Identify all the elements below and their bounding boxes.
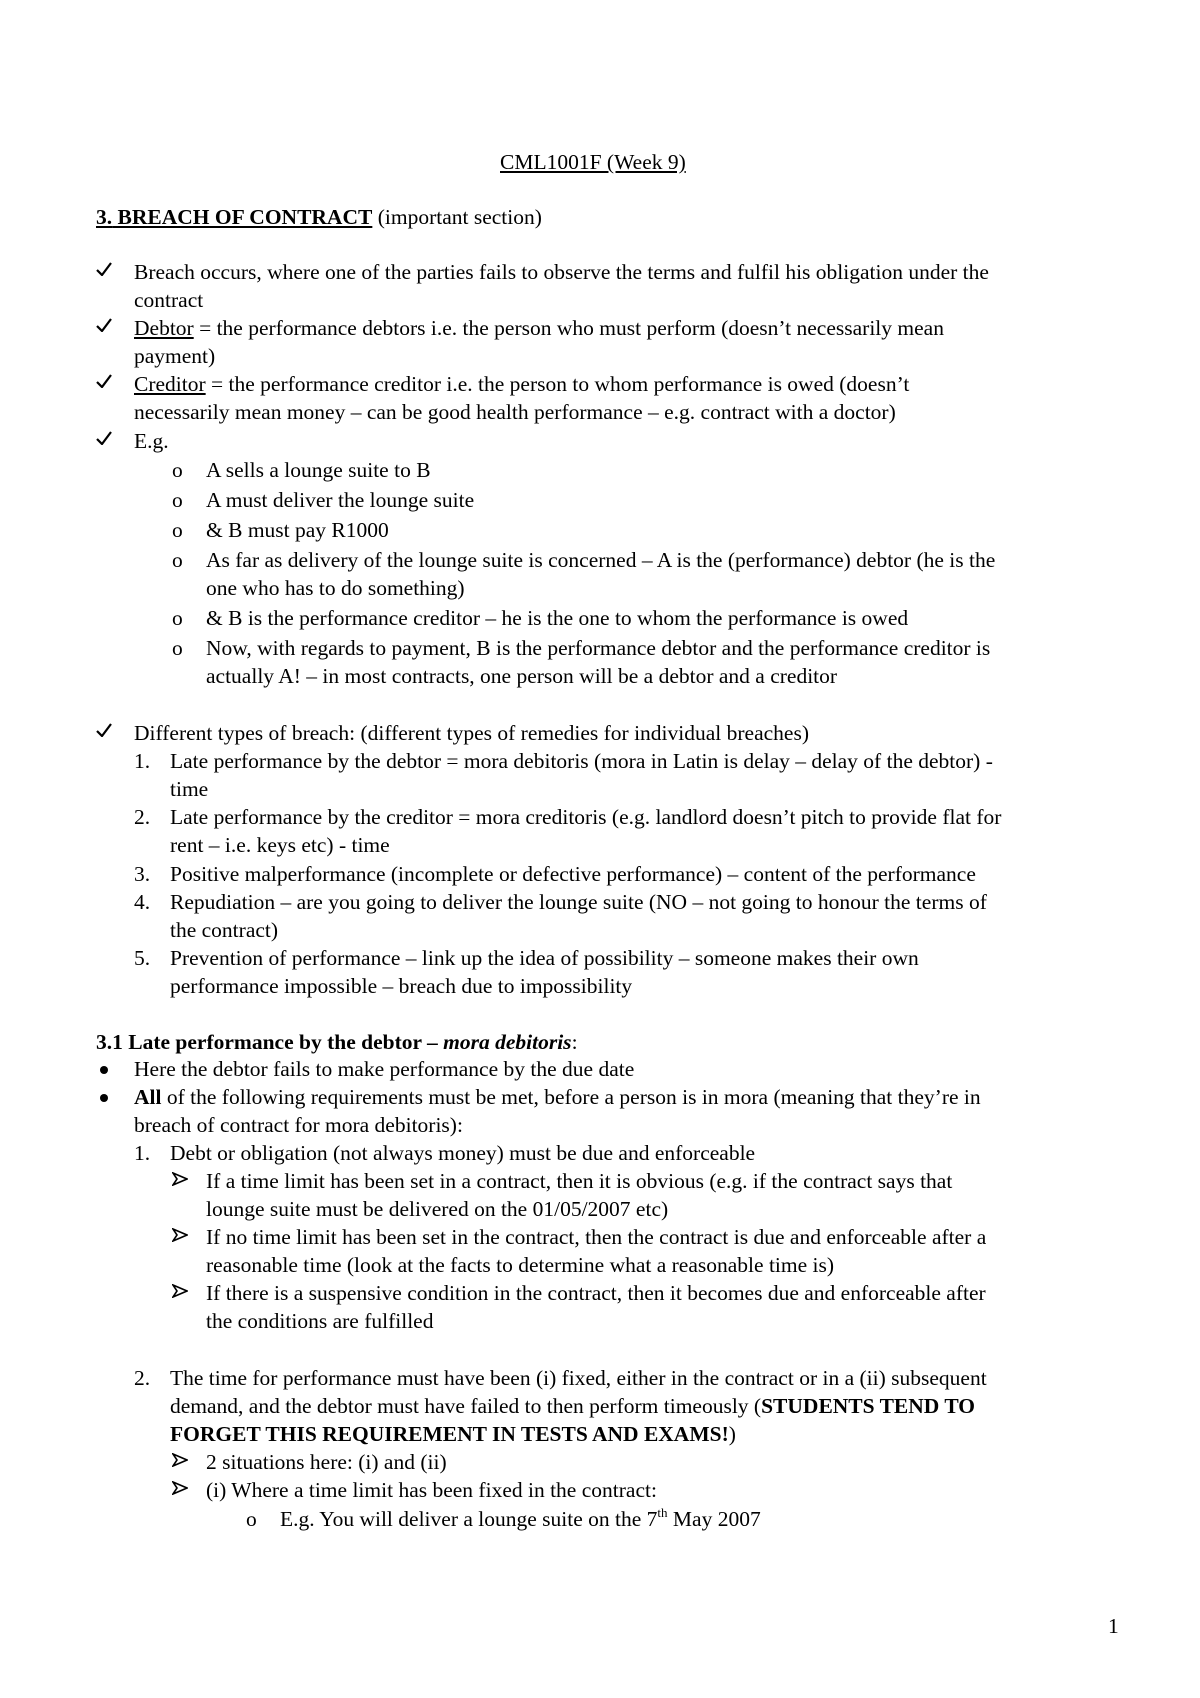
requirement-subitem: If a time limit has been set in a contract, then it is obvious (e.g. if the contract says that bbox=[206, 1169, 953, 1193]
page-number: 1 bbox=[1108, 1614, 1119, 1638]
section-heading bbox=[96, 203, 542, 232]
bullet-item bbox=[134, 1083, 981, 1112]
example-item: & B must pay R1000 bbox=[206, 518, 389, 542]
list-number: 1. bbox=[134, 749, 151, 773]
sub-bullet-marker: o bbox=[172, 636, 183, 660]
requirement-text: demand, and the debtor must have failed to then perform timeously ( bbox=[170, 1394, 762, 1418]
example-item-cont: one who has to do something) bbox=[206, 576, 465, 600]
check-item-text-cont: payment) bbox=[134, 344, 216, 368]
requirement-warning: STUDENTS TEND TO bbox=[761, 1394, 975, 1418]
requirement-subitem: If no time limit has been set in the contract, then the contract is due and enforceable after a bbox=[206, 1225, 987, 1249]
breach-type: Prevention of performance – link up the idea of possibility – someone makes their own bbox=[170, 946, 919, 970]
requirement-item-cont bbox=[170, 1420, 736, 1449]
requirement-warning-cont: FORGET THIS REQUIREMENT IN TESTS AND EXAMS! bbox=[170, 1422, 729, 1446]
sub-bullet-marker: o bbox=[172, 488, 183, 512]
example-text: E.g. You will deliver a lounge suite on the 7 bbox=[280, 1507, 658, 1531]
arrow-bullet-icon bbox=[172, 1172, 188, 1186]
requirement-item-cont bbox=[170, 1392, 975, 1421]
check-item-text: Breach occurs, where one of the parties fails to observe the terms and fulfil his obligation under the bbox=[134, 260, 989, 284]
arrow-bullet-icon bbox=[172, 1228, 188, 1242]
requirement-subitem-cont: the conditions are fulfilled bbox=[206, 1309, 434, 1333]
breach-type-cont: performance impossible – breach due to impossibility bbox=[170, 974, 633, 998]
breach-type-cont: time bbox=[170, 777, 209, 801]
term-creditor: Creditor bbox=[134, 372, 206, 396]
requirement-item: Debt or obligation (not always money) must be due and enforceable bbox=[170, 1141, 756, 1165]
example-subitem bbox=[280, 1505, 761, 1534]
breach-type: Late performance by the creditor = mora creditoris (e.g. landlord doesn’t pitch to provide flat for bbox=[170, 805, 1002, 829]
requirement-text-end: ) bbox=[728, 1422, 736, 1446]
arrow-bullet-icon bbox=[172, 1453, 188, 1467]
bullet-text: of the following requirements must be met, before a person is in mora (meaning that they’re in bbox=[161, 1085, 981, 1109]
debtor-definition: = the performance debtors i.e. the person who must perform (doesn’t necessarily mean bbox=[193, 316, 944, 340]
bullet-icon bbox=[100, 1066, 108, 1074]
section-title-text: BREACH OF CONTRACT bbox=[117, 205, 373, 229]
list-number: 1. bbox=[134, 1141, 151, 1165]
list-number: 5. bbox=[134, 946, 151, 970]
section-number: 3. bbox=[96, 205, 113, 229]
check-icon bbox=[96, 374, 112, 388]
breach-type-cont: the contract) bbox=[170, 918, 279, 942]
check-icon bbox=[96, 431, 112, 445]
example-item: As far as delivery of the lounge suite is concerned – A is the (performance) debtor (he is the bbox=[206, 548, 996, 572]
ordinal-suffix: th bbox=[657, 1504, 668, 1520]
example-item: A sells a lounge suite to B bbox=[206, 458, 431, 482]
sub-bullet-marker: o bbox=[172, 548, 183, 572]
list-number: 3. bbox=[134, 862, 151, 886]
requirement-subitem: (i) Where a time limit has been fixed in the contract: bbox=[206, 1478, 657, 1502]
requirement-subitem: 2 situations here: (i) and (ii) bbox=[206, 1450, 447, 1474]
page-title: CML1001F (Week 9) bbox=[500, 150, 686, 174]
sub-bullet-marker: o bbox=[172, 518, 183, 542]
bullet-icon bbox=[100, 1094, 108, 1102]
breach-type: Positive malperformance (incomplete or defective performance) – content of the performance bbox=[170, 862, 976, 886]
creditor-definition: = the performance creditor i.e. the person to whom performance is owed (doesn’t bbox=[205, 372, 910, 396]
breach-type-cont: rent – i.e. keys etc) - time bbox=[170, 833, 390, 857]
bullet-item-cont: breach of contract for mora debitoris): bbox=[134, 1113, 463, 1137]
example-item: Now, with regards to payment, B is the performance debtor and the performance creditor is bbox=[206, 636, 991, 660]
breach-type: Repudiation – are you going to deliver the lounge suite (NO – not going to honour the terms of bbox=[170, 890, 987, 914]
check-item-text: E.g. bbox=[134, 429, 169, 453]
subsection-heading-text: 3.1 Late performance by the debtor – bbox=[96, 1030, 444, 1054]
arrow-bullet-icon bbox=[172, 1481, 188, 1495]
subsection-heading bbox=[96, 1028, 578, 1057]
term-debtor: Debtor bbox=[134, 316, 194, 340]
check-icon bbox=[96, 262, 112, 276]
check-icon bbox=[96, 318, 112, 332]
sub-bullet-marker: o bbox=[246, 1507, 257, 1531]
sub-bullet-marker: o bbox=[172, 458, 183, 482]
types-intro: Different types of breach: (different types of remedies for individual breaches) bbox=[134, 721, 809, 745]
requirement-subitem: If there is a suspensive condition in the contract, then it becomes due and enforceable after bbox=[206, 1281, 986, 1305]
check-item-text-cont: contract bbox=[134, 288, 204, 312]
check-item-debtor bbox=[134, 314, 944, 343]
check-item-text-cont: necessarily mean money – can be good health performance – e.g. contract with a doctor) bbox=[134, 400, 896, 424]
subsection-heading-term: mora debitoris bbox=[443, 1030, 572, 1054]
requirement-subitem-cont: reasonable time (look at the facts to determine what a reasonable time is) bbox=[206, 1253, 835, 1277]
bullet-emphasis: All bbox=[134, 1085, 162, 1109]
check-item-creditor bbox=[134, 370, 909, 399]
requirement-subitem-cont: lounge suite must be delivered on the 01/05/2007 etc) bbox=[206, 1197, 669, 1221]
check-icon bbox=[96, 723, 112, 737]
example-text-end: May 2007 bbox=[667, 1507, 761, 1531]
arrow-bullet-icon bbox=[172, 1284, 188, 1298]
list-number: 4. bbox=[134, 890, 151, 914]
requirement-item: The time for performance must have been (i) fixed, either in the contract or in a (ii) subsequent bbox=[170, 1366, 987, 1390]
bullet-item: Here the debtor fails to make performance by the due date bbox=[134, 1057, 635, 1081]
subsection-heading-colon: : bbox=[571, 1030, 578, 1054]
example-item: A must deliver the lounge suite bbox=[206, 488, 475, 512]
sub-bullet-marker: o bbox=[172, 606, 183, 630]
breach-type: Late performance by the debtor = mora debitoris (mora in Latin is delay – delay of the debtor) - bbox=[170, 749, 993, 773]
list-number: 2. bbox=[134, 805, 151, 829]
example-item-cont: actually A! – in most contracts, one person will be a debtor and a creditor bbox=[206, 664, 838, 688]
list-number: 2. bbox=[134, 1366, 151, 1390]
section-note: (important section) bbox=[372, 205, 542, 229]
example-item: & B is the performance creditor – he is the one to whom the performance is owed bbox=[206, 606, 909, 630]
